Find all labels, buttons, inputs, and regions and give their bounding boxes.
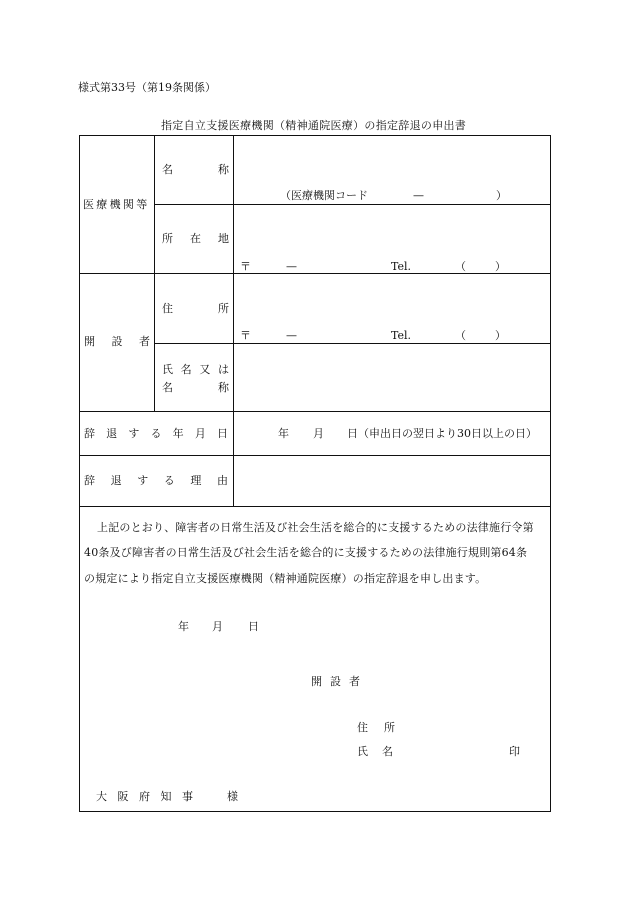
divider-institution-founder (79, 273, 551, 274)
divider-date-reason (79, 455, 551, 456)
declaration-line-2: 40条及び障害者の日常生活及び社会生活を総合的に支援するための法律施行規則第64条 (84, 546, 528, 559)
institution-code-close: ） (496, 189, 507, 202)
seal-mark: 印 (509, 745, 520, 758)
divider-value-column (233, 135, 234, 506)
institution-address-label: 所 在 地 (162, 232, 229, 245)
withdrawal-reason-label: 辞 退 す る 理 由 (84, 474, 228, 487)
divider-name-address (154, 204, 551, 205)
founder-postal-mark: 〒 (240, 329, 251, 342)
founder-label: 開 設 者 (84, 335, 150, 348)
founder-tel-open: （ (455, 329, 466, 342)
withdrawal-date-day-note: 日（申出日の翌日より30日以上の日） (347, 427, 537, 440)
institution-tel-close: ） (495, 260, 506, 273)
declaration-name-label: 氏 名 (357, 745, 393, 758)
divider-reason-declaration (79, 506, 551, 507)
declaration-date-year: 年 (178, 620, 189, 633)
divider-founder-address-name (154, 343, 551, 344)
divider-founder-date (79, 411, 551, 412)
declaration-date-month: 月 (212, 620, 223, 633)
institution-name-label: 名 称 (162, 163, 229, 176)
institution-tel-open: （ (455, 260, 466, 273)
founder-tel-label: Tel. (391, 329, 412, 342)
declaration-date-day: 日 (248, 620, 259, 633)
withdrawal-date-label: 辞 退 す る 年 月 日 (84, 427, 228, 440)
addressee-honorific: 様 (227, 790, 238, 803)
founder-address-label: 住 所 (162, 302, 229, 315)
declaration-address-label: 住 所 (357, 721, 395, 734)
withdrawal-date-year: 年 (278, 427, 289, 440)
declaration-founder-label: 開 設 者 (311, 675, 360, 688)
founder-name-label-line2: 名 称 (162, 381, 229, 394)
institution-tel-label: Tel. (391, 260, 412, 273)
founder-tel-close: ） (495, 329, 506, 342)
institution-postal-mark: 〒 (240, 260, 251, 273)
founder-postal-dash: — (286, 329, 297, 342)
form-number: 様式第33号（第19条関係） (78, 81, 216, 94)
declaration-line-3: の規定により指定自立支援医療機関（精神通院医療）の指定辞退を申し出ます。 (84, 572, 487, 585)
declaration-line-1: 上記のとおり、障害者の日常生活及び社会生活を総合的に支援するための法律施行令第 (97, 521, 534, 534)
medical-institution-label: 医療機関等 (83, 198, 150, 211)
institution-code-dash: — (413, 189, 424, 202)
founder-name-label-line1: 氏 名 又 は (162, 363, 229, 376)
institution-code-open: （医療機関コード (280, 189, 368, 202)
form-title: 指定自立支援医療機関（精神通院医療）の指定辞退の申出書 (161, 119, 467, 132)
institution-postal-dash: — (286, 260, 297, 273)
withdrawal-date-month: 月 (313, 427, 324, 440)
addressee: 大 阪 府 知 事 (96, 790, 193, 803)
